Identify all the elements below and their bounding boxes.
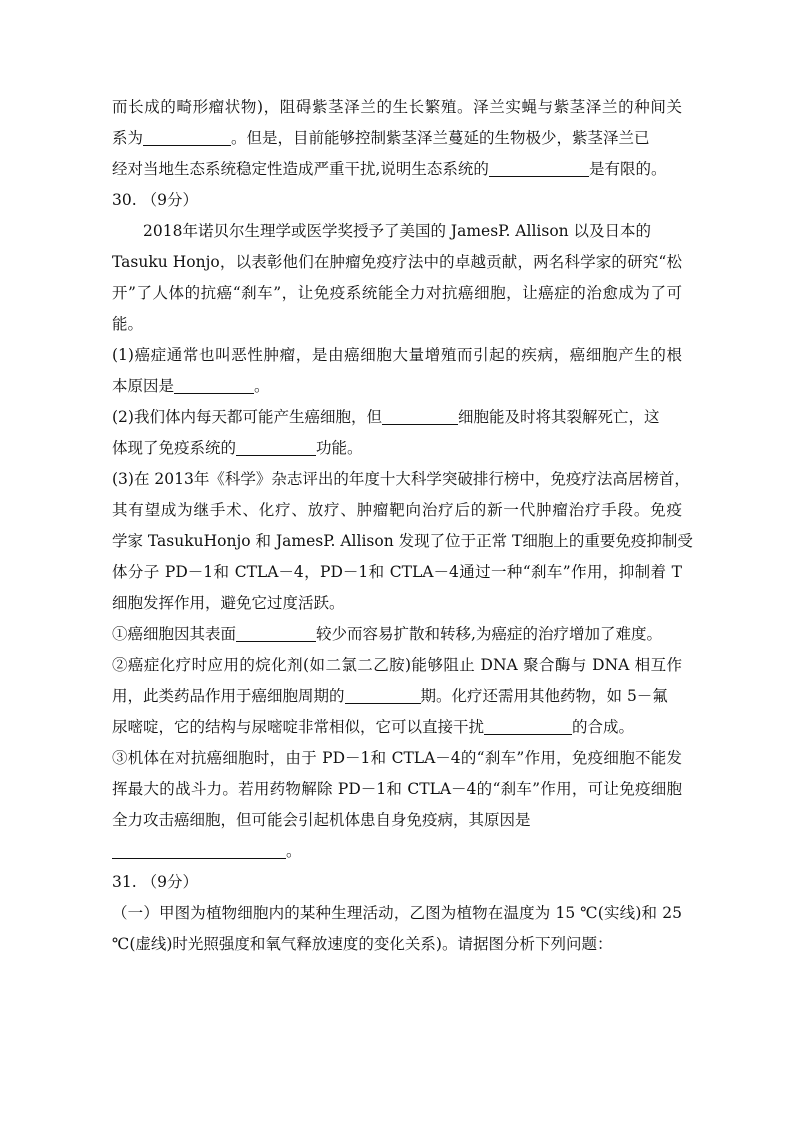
q30-sub2-line-2 (112, 433, 682, 464)
text: 。 (254, 377, 270, 395)
text: 体现了免疫系统的 (112, 439, 237, 457)
q30-paragraph-line-2: Tasuku Honjo，以表彰他们在肿瘤免疫疗法中的卓越贡献，两名科学家的研究“松 (112, 253, 682, 271)
q30-sub3-line-5: 细胞发挥作用，避免它过度活跃。 (112, 594, 345, 612)
text: 细胞能及时将其裂解死亡，这 (457, 408, 660, 426)
q30-item3-line-2: 挥最大的战斗力。若用药物解除 PD－1和 CTLA－4的“刹车”作用，可让免疫细胞 (112, 780, 682, 798)
q30-paragraph-line-1: 2018年诺贝尔生理学或医学奖授予了美国的 JamesP. Allison 以及日本的 (143, 222, 652, 240)
q30-item2-line-3 (112, 712, 682, 743)
q30-sub3-line-3: 学家 TasukuHonjo 和 JamesP. Allison 发现了位于正常 T细胞上的重要免疫抑制受 (112, 532, 693, 550)
q30-sub2-line-1 (112, 402, 682, 433)
q30-item3-line-4 (112, 836, 682, 867)
q30-item1-line-1 (112, 619, 682, 650)
q30-item2-line-2 (112, 681, 682, 712)
question-31-header: 31. （9分） (112, 873, 198, 891)
intro-line-1 (112, 92, 682, 123)
answer-blank[interactable] (236, 623, 316, 642)
intro-line-2 (112, 123, 682, 154)
text: 本原因是 (112, 377, 175, 395)
answer-blank[interactable] (112, 840, 286, 859)
answer-blank[interactable] (489, 158, 589, 177)
answer-blank[interactable] (484, 716, 572, 735)
text: 而长成的畸形瘤状物)，阻碍紫茎泽兰的生长繁殖。泽兰实蝇与紫茎泽兰的种间关 (112, 98, 682, 116)
q30-item2-line-1: ②癌症化疗时应用的烷化剂(如二氯二乙胺)能够阻止 DNA 聚合酶与 DNA 相互作 (112, 656, 682, 674)
question-30-header: 30. （9分） (112, 191, 198, 209)
document-body (112, 92, 693, 960)
q31-line-1: （一）甲图为植物细胞内的某种生理活动，乙图为植物在温度为 15 ℃(实线)和 25 (112, 904, 682, 922)
q30-sub3-line-4: 体分子 PD－1和 CTLA－4，PD－1和 CTLA－4通过一种“刹车”作用，抑制着 T (112, 563, 682, 581)
text: (2)我们体内每天都可能产生癌细胞，但 (112, 408, 382, 426)
intro-line-3 (112, 154, 682, 185)
text: 功能。 (316, 439, 363, 457)
text: 较少而容易扩散和转移,为癌症的治疗增加了难度。 (316, 625, 662, 643)
text: 期。化疗还需用其他药物，如 5－氟 (420, 687, 668, 705)
q30-sub1-line-2 (112, 371, 682, 402)
q30-item3-line-1: ③机体在对抗癌细胞时，由于 PD－1和 CTLA－4的“刹车”作用，免疫细胞不能发 (112, 749, 682, 767)
text: ①癌细胞因其表面 (112, 625, 237, 643)
text: 是有限的。 (588, 160, 667, 178)
q30-sub3-line-1: (3)在 2013年《科学》杂志评出的年度十大科学突破排行榜中，免疫疗法高居榜首， (112, 470, 690, 488)
q30-paragraph-line-4: 能。 (112, 315, 144, 333)
answer-blank[interactable] (143, 127, 231, 146)
text: 。 (286, 842, 302, 860)
text: 。但是，目前能够控制紫茎泽兰蔓延的生物极少，紫茎泽兰已 (231, 129, 650, 147)
text: 尿嘧啶，它的结构与尿嘧啶非常相似，它可以直接干扰 (112, 718, 485, 736)
text: 系为 (112, 129, 144, 147)
answer-blank[interactable] (382, 406, 458, 425)
q30-sub3-line-2: 其有望成为继手术、化疗、放疗、肿瘤靶向治疗后的新一代肿瘤治疗手段。免疫 (112, 501, 682, 519)
answer-blank[interactable] (174, 375, 254, 394)
text: 经对当地生态系统稳定性造成严重干扰,说明生态系统的 (112, 160, 489, 178)
text: 的合成。 (572, 718, 635, 736)
text: 用，此类药品作用于癌细胞周期的 (112, 687, 345, 705)
answer-blank[interactable] (345, 685, 421, 704)
q30-item3-line-3: 全力攻击癌细胞，但可能会引起机体患自身免疫病，其原因是 (112, 811, 531, 829)
q31-line-2: ℃(虚线)时光照强度和氧气释放速度的变化关系)。请据图分析下列问题： (112, 935, 613, 953)
q30-paragraph-line-3: 开”了人体的抗癌“刹车”，让免疫系统能全力对抗癌细胞，让癌症的治愈成为了可 (112, 284, 682, 302)
answer-blank[interactable] (236, 437, 316, 456)
q30-sub1-line-1: (1)癌症通常也叫恶性肿瘤，是由癌细胞大量增殖而引起的疾病，癌细胞产生的根 (112, 346, 682, 364)
